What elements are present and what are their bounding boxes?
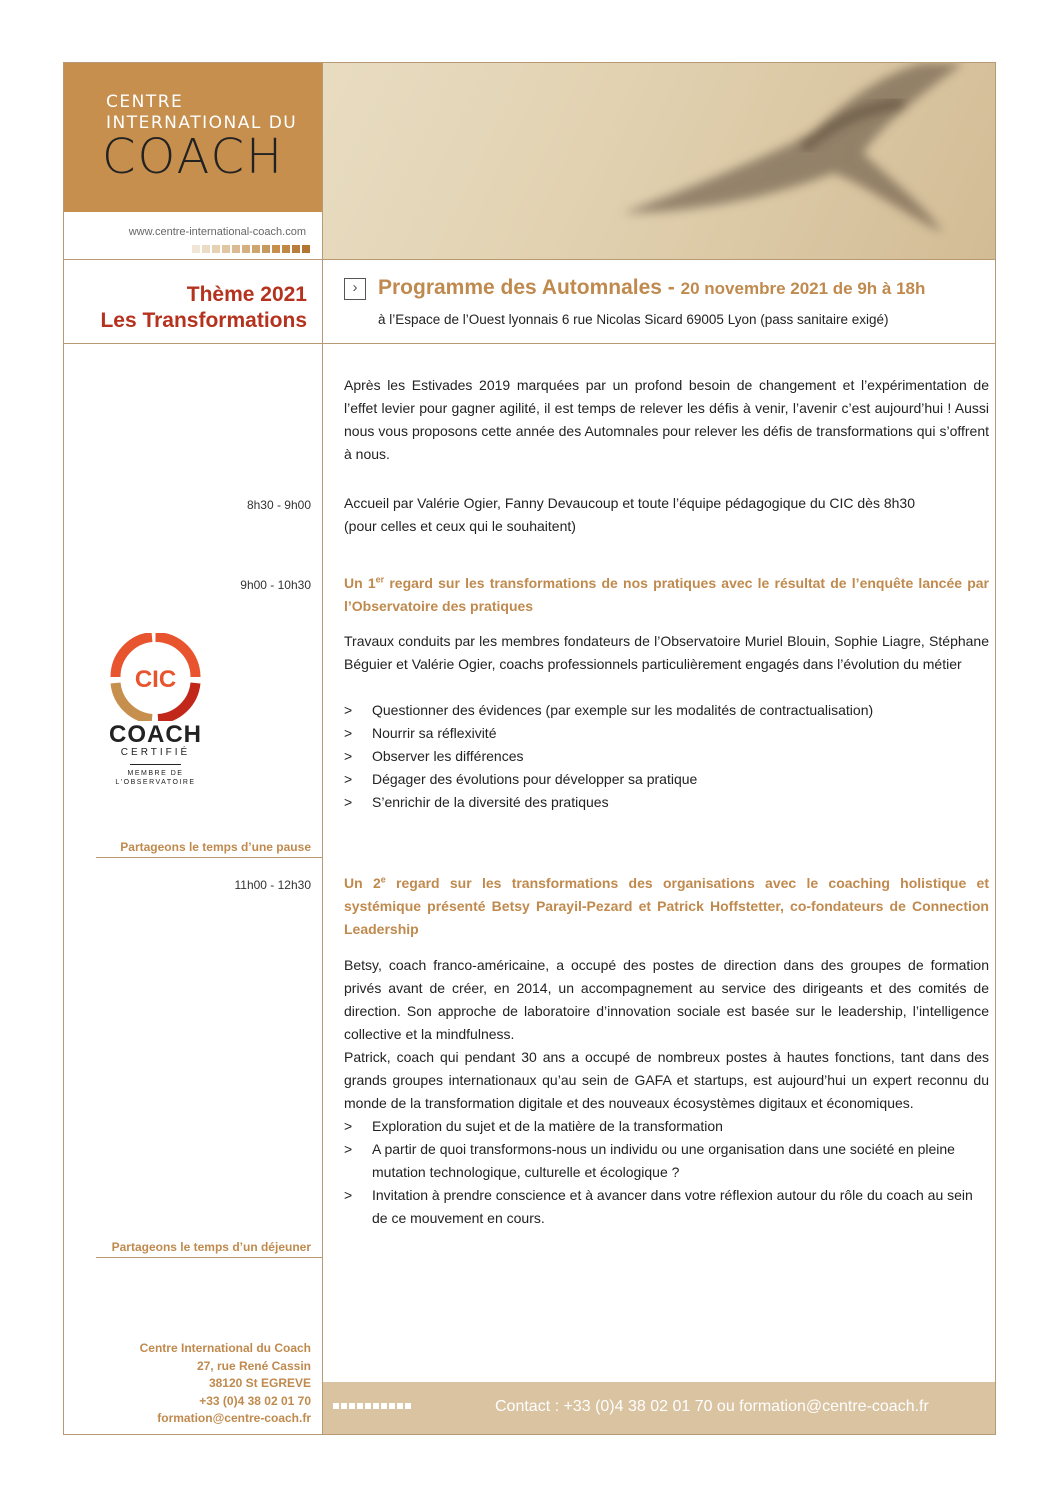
- time-session-1: 9h00 - 10h30: [240, 578, 311, 592]
- chevron-right-icon: ›: [344, 278, 366, 300]
- right-divider-1: [323, 343, 995, 344]
- programme-title: [378, 276, 925, 300]
- address-city: 38120 St EGREVE: [208, 1376, 311, 1390]
- intro-paragraph: Après les Estivades 2019 marquées par un profond besoin de changement et l’expérimentation de l’effet levier pour gagner agilité, il est temps de relever les défis à venir, l’avenir c’est aujourd’hui ! Aussi nous vous proposons cette année des Automnales pour relever les défis de transformations qui s’offrent à nous.: [344, 377, 989, 462]
- logo: [64, 63, 322, 212]
- column-divider: [322, 62, 323, 1435]
- footer-contact[interactable]: Contact : +33 (0)4 38 02 01 70 ou formation@centre-coach.fr: [495, 1398, 929, 1415]
- programme-title-text: Programme des Automnales -: [378, 276, 681, 299]
- session-2-title-sup: e: [380, 874, 386, 885]
- time-accueil: 8h30 - 9h00: [246, 498, 311, 512]
- list-item: > Questionner des évidences (par exemple sur les modalités de contractualisation): [344, 699, 989, 722]
- badge-membre-line-2: L'OBSERVATOIRE: [115, 779, 196, 786]
- session-2-betsy: Betsy, coach franco-américaine, a occupé des postes de direction dans des groupes de formation privés avant de créer, en 2014, un accompagnement au service des dirigeants et des comités de direction. Son approche de laboratoire d’innovation sociale est basée sur le leadership, l’intelligence collective et la mindfulness.: [344, 957, 989, 1042]
- session-2-title: [344, 872, 989, 941]
- footer-squares: [333, 1403, 411, 1409]
- logo-coach: COACH: [102, 129, 285, 185]
- list-item: > Invitation à prendre conscience et à avancer dans votre réflexion autour du rôle du coach au sein de ce mouvement en cours.: [344, 1184, 989, 1230]
- address-street: 27, rue René Cassin: [196, 1358, 311, 1373]
- left-divider-1: [64, 343, 322, 344]
- contact-address: [64, 1340, 311, 1428]
- time-session-2: 11h00 - 12h30: [234, 878, 311, 892]
- session-1-bullets: [344, 699, 989, 814]
- list-item: > Nourrir sa réflexivité: [344, 722, 989, 745]
- accueil-line-2: (pour celles et ceux qui le souhaitent): [344, 518, 576, 534]
- programme-date: 20 novembre 2021 de 9h à 18h: [680, 279, 926, 298]
- badge-certifie: CERTIFIÉ: [120, 747, 191, 758]
- decorative-squares: [192, 245, 310, 253]
- session-2-title-post: regard sur les transformations des organisations avec le coaching holistique et systémique présenté Betsy Parayil-Pezard et Patrick Hoffstetter, co-fondateurs de Connection Leadership: [344, 875, 989, 937]
- lunch-label: Partageons le temps d’un déjeuner: [111, 1240, 311, 1254]
- badge-membre-line-1: MEMBRE DE: [127, 770, 184, 777]
- programme-venue: à l’Espace de l’Ouest lyonnais 6 rue Nicolas Sicard 69005 Lyon (pass sanitaire exigé): [378, 312, 889, 327]
- session-1-title-pre: Un 1: [344, 575, 376, 591]
- lunch-divider: [96, 1257, 322, 1258]
- session-1-description: Travaux conduits par les membres fondateurs de l’Observatoire Muriel Blouin, Sophie Liagre, Stéphane Béguier et Valérie Ogier, coachs professionnels particulièrement engagés dans l’évolution du métier: [344, 633, 989, 672]
- theme-heading: [64, 282, 307, 334]
- logo-line-2: INTERNATIONAL DU: [106, 113, 298, 133]
- cic-text: CIC: [134, 666, 177, 693]
- list-item: > A partir de quoi transformons-nous un individu ou une organisation dans une société en pleine mutation technologique, culturelle et écologique ?: [344, 1138, 989, 1184]
- session-2-title-pre: Un 2: [344, 875, 381, 891]
- theme-year: Thème 2021: [186, 283, 307, 306]
- list-item: > Exploration du sujet et de la matière de la transformation: [344, 1115, 989, 1138]
- session-1-title-post: regard sur les transformations de nos pratiques avec le résultat de l’enquête lancée par l’Observatoire des pratiques: [344, 575, 989, 614]
- theme-title: Les Transformations: [100, 309, 307, 332]
- address-name: Centre International du Coach: [139, 1341, 311, 1355]
- list-item: > Observer les différences: [344, 745, 989, 768]
- footer-bar: [323, 1382, 995, 1434]
- cic-coach-certifie-badge: [108, 633, 203, 786]
- pause-divider: [96, 857, 322, 858]
- pause-label: Partageons le temps d’une pause: [120, 840, 311, 854]
- address-phone[interactable]: +33 (0)4 38 02 01 70: [199, 1393, 311, 1408]
- session-2-patrick: Patrick, coach qui pendant 30 ans a occupé de nombreux postes à hautes fonctions, tant dans des grands groupes internationaux qu’au sein de GAFA et startups, est aujourd’hui un expert reconnu du monde de la transformation digitale et des nouveaux écosystèmes digitaux et économiques.: [344, 1049, 989, 1111]
- session-1-title-sup: er: [375, 574, 385, 585]
- logo-line-1: CENTRE: [106, 92, 184, 112]
- header-divider: [64, 259, 995, 260]
- session-2-bullets: [344, 1115, 989, 1230]
- badge-coach: COACH: [109, 721, 202, 748]
- site-url[interactable]: www.centre-international-coach.com: [128, 226, 306, 238]
- list-item: > S’enrichir de la diversité des pratiques: [344, 791, 989, 814]
- accueil-text: [344, 492, 989, 538]
- bird-silhouette-icon: [323, 63, 995, 259]
- accueil-line-1: Accueil par Valérie Ogier, Fanny Devaucoup et toute l’équipe pédagogique du CIC dès 8h30: [344, 495, 916, 511]
- cic-ring-icon: [108, 633, 203, 721]
- badge-divider: [130, 764, 181, 765]
- session-1-title: [344, 572, 989, 618]
- address-email[interactable]: formation@centre-coach.fr: [157, 1411, 311, 1425]
- header-photo: [323, 63, 995, 259]
- list-item: > Dégager des évolutions pour développer sa pratique: [344, 768, 989, 791]
